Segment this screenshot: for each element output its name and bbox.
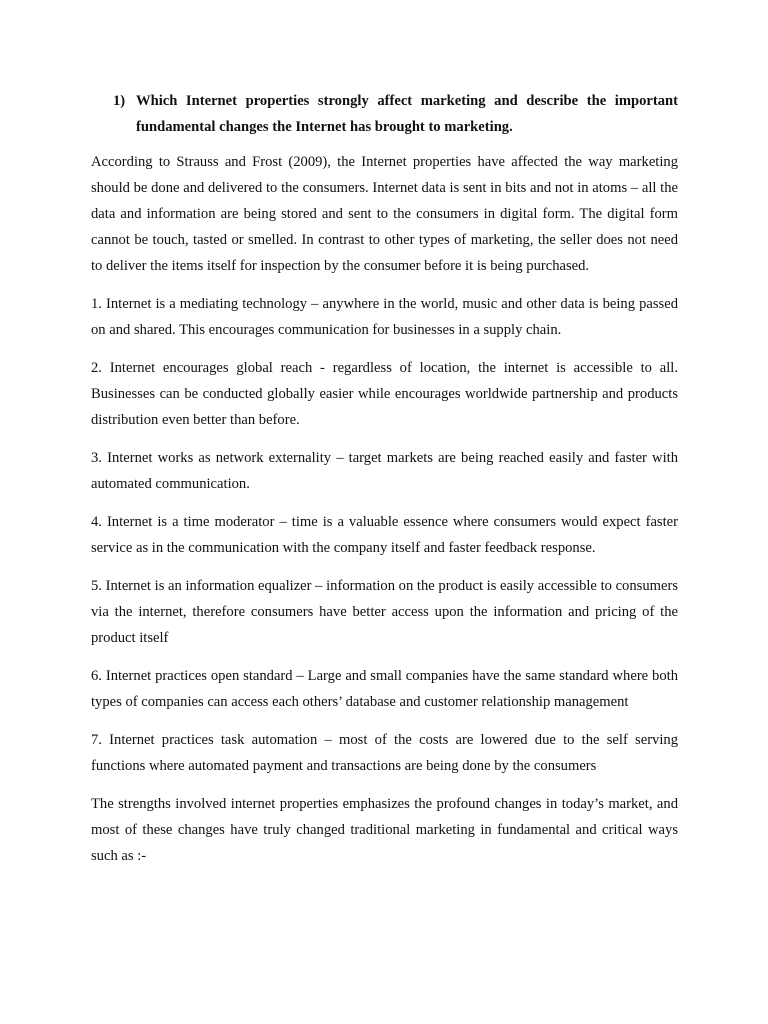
conclusion-paragraph: The strengths involved internet properties emphasizes the profound changes in today’s market, and most of these changes have truly changed traditional marketing in fundamental and critical ways such as :- — [91, 796, 678, 864]
property-item-6: 6. Internet practices open standard – Large and small companies have the same standard where both types of companies can access each others’ database and customer relationship management — [91, 668, 678, 710]
property-item-7: 7. Internet practices task automation – most of the costs are lowered due to the self serving functions where automated payment and transactions are being done by the consumers — [91, 732, 678, 774]
question-number: 1) — [113, 93, 126, 109]
property-item-5: 5. Internet is an information equalizer – information on the product is easily accessible to consumers via the internet, therefore consumers have better access upon the information and pricing of the product itself — [91, 578, 678, 646]
property-item-4: 4. Internet is a time moderator – time is a valuable essence where consumers would expect faster service as in the communication with the company itself and faster feedback response. — [91, 514, 678, 556]
question-heading — [113, 88, 678, 140]
property-item-1: 1. Internet is a mediating technology – anywhere in the world, music and other data is being passed on and shared. This encourages communication for businesses in a supply chain. — [91, 296, 678, 338]
document-body — [91, 149, 678, 869]
intro-paragraph: According to Strauss and Frost (2009), the Internet properties have affected the way marketing should be done and delivered to the consumers. Internet data is sent in bits and not in atoms – all the data and information are being stored and sent to the consumers in digital form. The digital form cannot be touch, tasted or smelled. In contrast to other types of marketing, the seller does not need to deliver the items itself for inspection by the consumer before it is being purchased. — [91, 154, 678, 274]
question-text: Which Internet properties strongly affect marketing and describe the important fundamental changes the Internet has brought to marketing. — [136, 93, 678, 135]
property-item-2: 2. Internet encourages global reach - regardless of location, the internet is accessible to all. Businesses can be conducted globally easier while encourages worldwide partnership and products distribution even better than before. — [91, 360, 678, 428]
property-item-3: 3. Internet works as network externality – target markets are being reached easily and faster with automated communication. — [91, 450, 678, 492]
